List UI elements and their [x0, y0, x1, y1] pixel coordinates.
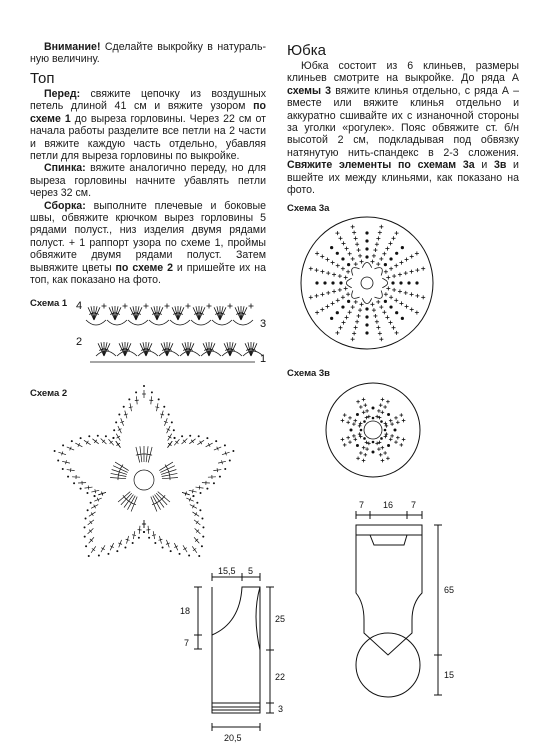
notice-paragraph — [30, 41, 266, 66]
dim-bottom-width: 20,5 — [224, 733, 242, 743]
skirt-instructions — [287, 60, 519, 196]
dim-neck-height: 18 — [180, 606, 191, 616]
caption-scheme-2: Схема 2 — [30, 388, 68, 399]
row-number-2: 2 — [76, 336, 83, 348]
notice-text: Сделайте выкройку в натураль-ную величину. — [30, 41, 266, 66]
dim-skirt-total-height: 65 — [444, 585, 455, 595]
skirt-text-2: вяжите клинья отдельно, с ряда А – вместе или вяжите клинья отдельно и аккуратно сшивайте их с изнаночной стороны за уголки «рогулек». Пояс обвяжите ст. б/н высотой 2 см, подкладывая под обвязку натянутую нить-спандекс в 2-3 сложения. — [287, 84, 519, 159]
assembly-text-2: и пришейте их на топ, как показано на фото. — [30, 261, 266, 287]
row-number-1: 1 — [260, 353, 267, 365]
caption-scheme-3v: Схема 3в — [287, 368, 331, 379]
row-number-4: 4 — [76, 300, 83, 312]
section-title-top: Топ — [30, 70, 55, 87]
dim-shoulder-height: 7 — [184, 638, 190, 648]
dim-skirt-right: 7 — [411, 500, 417, 510]
top-sewing-pattern — [170, 565, 300, 745]
back-label: Спинка: — [44, 162, 86, 175]
front-scheme-ref: по схеме 1 — [30, 100, 266, 125]
dim-strap-width: 5 — [248, 566, 254, 576]
row-number-3: 3 — [260, 318, 267, 330]
skirt-text-3: и — [474, 159, 494, 172]
caption-scheme-1: Схема 1 — [30, 298, 68, 309]
skirt-text-1: Юбка состоит из 6 клиньев, размеры клиньев смотрите на выкройке. До ряда А — [287, 60, 519, 85]
front-label: Перед: — [44, 88, 81, 100]
dim-side-height: 22 — [275, 672, 286, 682]
front-text-2: до выреза горловины. Через 22 см от начала работы разделите все петли на 2 части и вяжите каждую часть отдельно, убавляя петли для выреза горловины по выкройке. — [30, 112, 266, 163]
section-title-skirt: Юбка — [287, 42, 326, 59]
dim-band-height: 3 — [278, 704, 284, 714]
skirt-text-4: и вшейте их между клиньями, как показано на фото. — [287, 159, 519, 197]
assembly-paragraph — [30, 200, 266, 287]
back-paragraph — [30, 162, 266, 199]
dim-armhole-height: 25 — [275, 614, 286, 624]
front-paragraph — [30, 88, 266, 162]
dim-skirt-bottom-height: 15 — [444, 670, 455, 680]
top-instructions — [30, 88, 266, 287]
dim-upper-width: 15,5 — [218, 566, 236, 576]
notice-label: Внимание! — [44, 41, 101, 53]
scheme-1-diagram — [70, 290, 270, 370]
skirt-scheme-ref: схемы 3 — [287, 84, 332, 97]
scheme-3a-diagram — [297, 213, 437, 353]
back-text: вяжите аналогично переду, но для выреза горловины начните убавлять петли через 32 см. — [30, 162, 266, 200]
skirt-elements-ref: Свяжите элементы по схемам 3а — [287, 159, 475, 172]
skirt-sewing-pattern — [340, 495, 490, 705]
scheme-3v-diagram — [323, 380, 423, 480]
assembly-text: выполните плечевые и боковые швы, обвяжите крючком вырез горловины 5 рядами полуст., низ изделия двумя рядами полуст. + 1 раппорт узора по схеме 1, проймы обвяжите двумя рядами полуст. Затем вывяжите цветы — [30, 199, 266, 274]
assembly-label: Сборка: — [44, 199, 86, 212]
scheme-2-flower-diagram — [52, 388, 236, 572]
dim-skirt-left: 7 — [359, 500, 365, 510]
assembly-scheme-ref: по схеме 2 — [115, 261, 173, 274]
skirt-elements-ref-2: 3в — [493, 159, 507, 172]
dim-skirt-mid: 16 — [383, 500, 394, 510]
front-text: свяжите цепочку из воздушных петель длиной 41 см и вяжите узором — [30, 88, 266, 113]
caption-scheme-3a: Схема 3а — [287, 203, 330, 214]
